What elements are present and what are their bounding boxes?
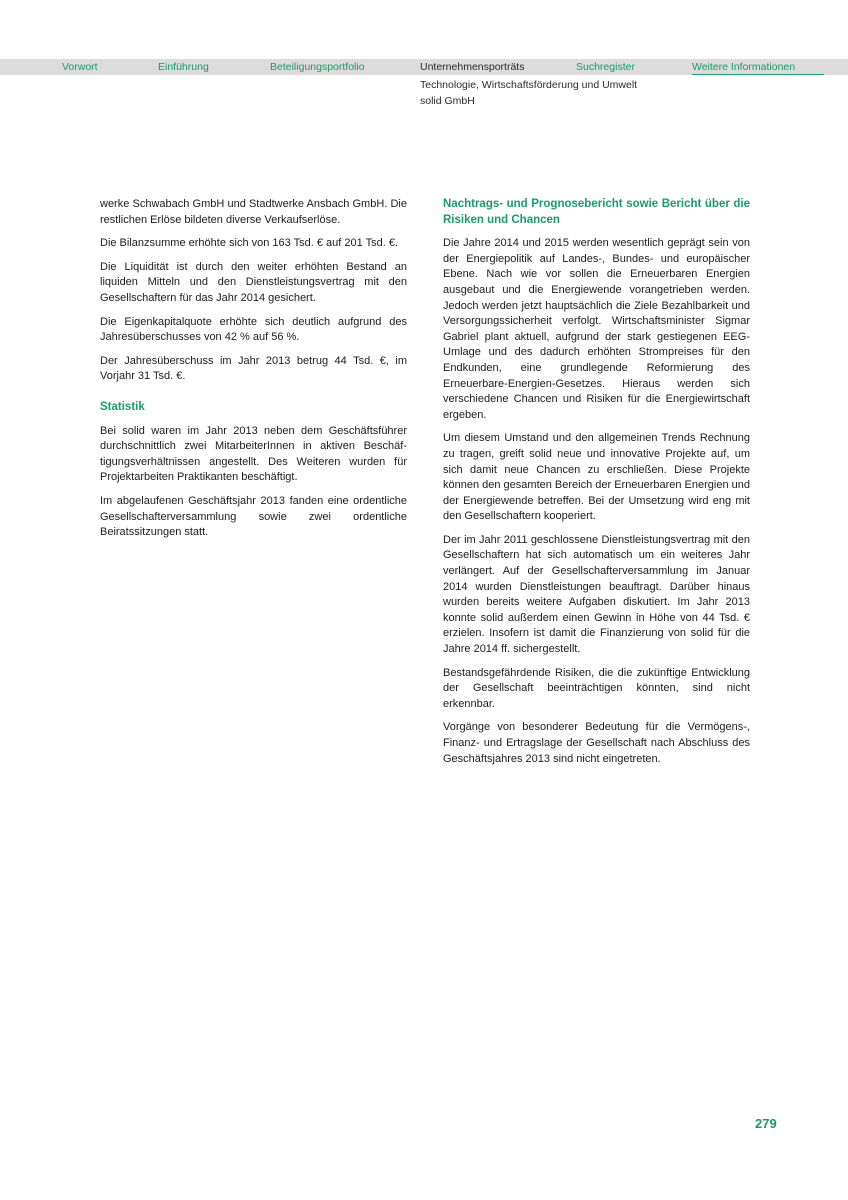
nav-item-weitere-informationen[interactable]: Weitere Informationen — [692, 61, 796, 73]
paragraph: Die Liquidität ist durch den weiter erhöhten Bestand an liquiden Mitteln und den Dienstleistungsvertrag mit den Gesellschaftern für das Jahr 2014 gesichert. — [100, 260, 407, 304]
paragraph: Vorgänge von besonderer Bedeutung für die Vermögens-, Finanz- und Ertragslage der Gesellschaft nach Abschluss des Geschäftsjahres 2013 sind nicht eingetreten. — [443, 721, 750, 765]
nav-item-unternehmensportraets[interactable]: Unternehmensporträts — [420, 61, 525, 73]
paragraph: Im abgelaufenen Geschäftsjahr 2013 fanden eine ordentliche Gesellschafterversammlung sowie zwei ordentliche Beiratssitzungen statt. — [100, 494, 407, 539]
nav-item-vorwort[interactable]: Vorwort — [62, 61, 98, 73]
nav-item-suchregister[interactable]: Suchregister — [576, 61, 635, 73]
paragraph: Bei solid waren im Jahr 2013 neben dem Geschäftsführer durchschnittlich zwei MitarbeiterInnen in aktiven Beschäftigungsverhältnissen angestellt. Des Weiteren wurden für Projektarbeiten Praktikanten beschäftigt. — [100, 424, 407, 484]
section-heading-statistik: Statistik — [100, 400, 145, 413]
paragraph: Der im Jahr 2011 geschlossene Dienstleistungsvertrag mit den Gesellschaftern hat sich automatisch um ein weiteres Jahr verlängert. Auf der Gesellschafterversammlung im Januar 2014 wurden Dienstleistungen beauftragt. Darüber hinaus wurden bereits weitere Aufgaben diskutiert. Im Jahr 2013 konnte solid außerdem einen Gewinn in Höhe von 44 Tsd. € erzielen. Insofern ist damit die Finanzierung von solid für die Jahre 2014 ff. sichergestellt. — [443, 533, 750, 656]
paragraph: Bestandsgefährdende Risiken, die die zukünftige Entwicklung der Gesellschaft beeinträchtigen könnten, sind nicht erkennbar. — [443, 666, 750, 710]
paragraph: werke Schwabach GmbH und Stadtwerke Ansbach GmbH. Die restlichen Erlöse bildeten diverse Verkaufserlöse. — [100, 198, 407, 226]
paragraph: Die Eigenkapitalquote erhöhte sich deutlich aufgrund des Jahresüberschusses von 42 % auf 56 %. — [100, 315, 407, 344]
chapter-title: Technologie, Wirtschaftsförderung und Umwelt — [420, 79, 638, 91]
paragraph: Um diesem Umstand und den allgemeinen Trends Rechnung zu tragen, greift solid neue und innovative Projekte auf, um sich damit neue Chancen zu erschließen. Diese Projekte können den gesamten Bereich der Erneuerbaren Energien und der Energiewende betreffen. Bei der Umsetzung wird eng mit den Gesellschaftern kooperiert. — [443, 432, 750, 523]
paragraph: Die Bilanzsumme erhöhte sich von 163 Tsd. € auf 201 Tsd. €. — [100, 237, 398, 250]
top-navigation-bar — [0, 59, 848, 75]
nav-item-beteiligungsportfolio[interactable]: Beteiligungsportfolio — [270, 61, 365, 73]
page-number: 279 — [755, 1116, 777, 1131]
nav-underline — [692, 74, 824, 76]
right-column — [443, 197, 750, 775]
company-title: solid GmbH — [420, 94, 475, 107]
section-heading-nachtragsbericht: Nachtrags- und Prognosebericht sowie Bericht über die Risiken und Chancen — [443, 198, 750, 226]
paragraph: Der Jahresüberschuss im Jahr 2013 betrug 44 Tsd. €, im Vorjahr 31 Tsd. €. — [100, 354, 407, 383]
subheader — [420, 78, 637, 109]
left-column — [100, 197, 407, 549]
paragraph: Die Jahre 2014 und 2015 werden wesentlich geprägt sein von der Energiepolitik auf Landes-, Bundes- und europäischer Ebene. Nach wie vor sollen die Erneuerbaren Energien ausgebaut und die Energiewende vorangetrieben werden. Jedoch werden jetzt hauptsächlich die Ziele Bezahlbarkeit und Versorgungssicherheit verfolgt. Wirtschaftsminister Sigmar Gabriel plant aktuell, aufgrund der stark gestiegenen EEG-Umlage und des dadurch erhöhten Strompreises für den Endkunden, eine grundlegende Reformierung des Erneuerbare-Energien-Gesetzes. Hieraus werden sich verschiedene Chancen und Risiken für die Energiewirtschaft ergeben. — [443, 237, 750, 421]
nav-item-einfuehrung[interactable]: Einführung — [158, 61, 209, 73]
